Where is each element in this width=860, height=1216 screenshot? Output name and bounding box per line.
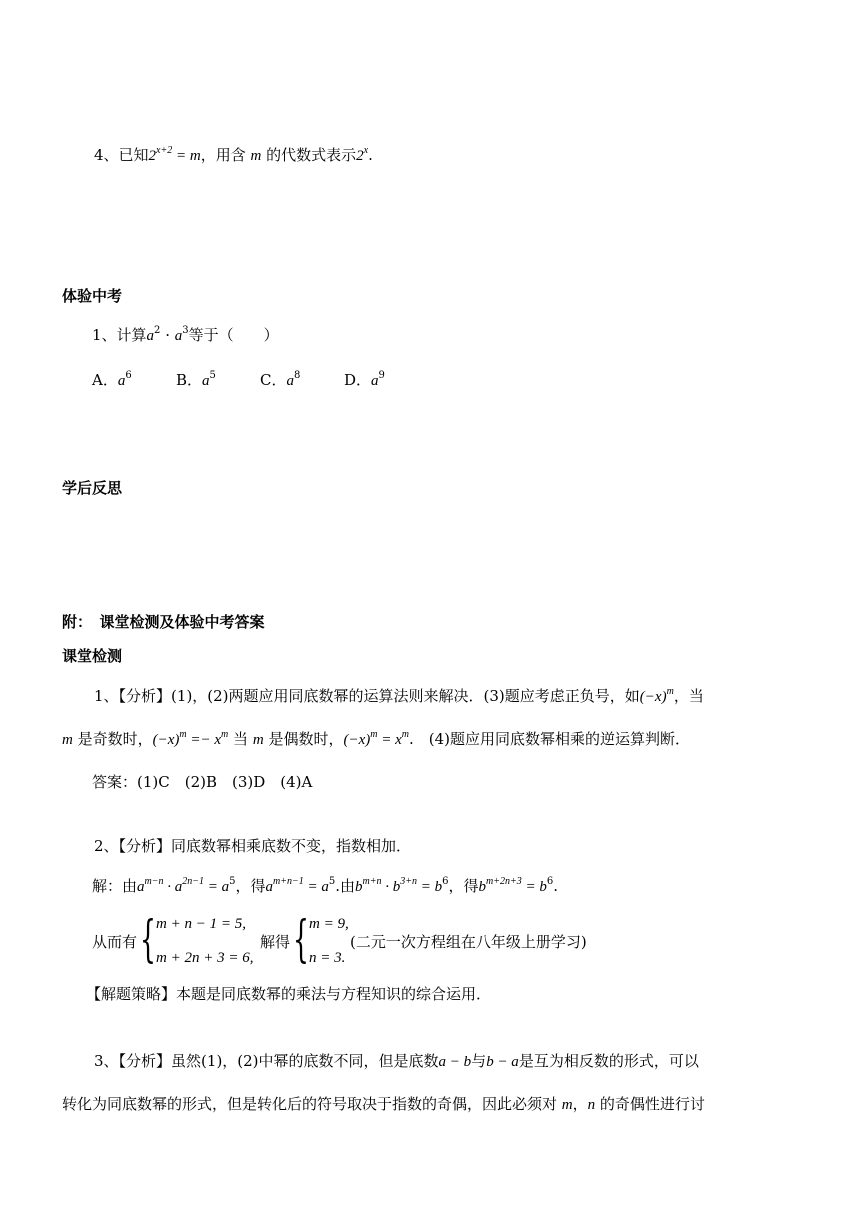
section-heading-exam: 体验中考: [62, 287, 123, 305]
appendix-heading: 附： 课堂检测及体验中考答案: [62, 613, 265, 631]
answer-2-line-1: 2、【分析】同底数幂相乘底数不变，指数相加．: [94, 837, 412, 855]
appendix-subheading: 课堂检测: [62, 647, 123, 665]
system-2-row-2: n = 3.: [309, 950, 346, 966]
option-d: D．$a^9$: [344, 370, 385, 389]
section-heading-reflect: 学后反思: [62, 479, 123, 497]
answer-1-answers: 答案：(1)C (2)B (3)D (4)A: [92, 773, 313, 791]
option-c: C．$a^8$: [260, 370, 301, 389]
system-1-row-1: m + n − 1 = 5,: [156, 916, 246, 932]
option-a: A．$a^6$: [92, 370, 132, 389]
question-4: 4、已知$2^{x+2} = m$，用含 m 的代数式表示2$^x$.: [94, 145, 373, 164]
system-note: (二元一次方程组在八年级上册学习): [350, 933, 587, 951]
system-solve-label: 解得: [260, 933, 291, 951]
system-brace-2: {: [293, 910, 309, 968]
answer-1-line-2: m 是奇数时，$(-x)^m =- x^m$ 当 m 是偶数时，$(-x)^m = x^m$. (4)题应用同底数幂相乘的逆运算判断．: [62, 729, 691, 748]
system-1-row-2: m + 2n + 3 = 6,: [156, 950, 254, 966]
system-2-row-1: m = 9,: [309, 916, 349, 932]
exam-options: [92, 370, 385, 391]
exam-question-1: 1、计算$a^2 \cdot a^3$等于（ ）: [92, 325, 279, 344]
answer-3-line-2: 转化为同底数幂的形式，但是转化后的符号取决于指数的奇偶，因此必须对 m，n 的奇偶性进行讨: [62, 1095, 705, 1113]
system-brace-1: {: [140, 910, 156, 968]
answer-2-line-2: 解：由$a^{m-n} \cdot a^{2n-1} = a^5$，得$a^{m+n-1} = a^5$.由$b^{m+n} \cdot b^{3+n} = b^6$，得$b^{m+2n+3} = b^6$.: [92, 876, 559, 895]
answer-1-line-1: 1、【分析】(1)，(2)两题应用同底数幂的运算法则来解决．(3)题应考虑正负号，如$(-x)^m$，当: [94, 686, 704, 705]
answer-2-strategy: 【解题策略】本题是同底数幂的乘法与方程知识的综合运用．: [86, 985, 492, 1003]
option-b: B．$a^5$: [176, 370, 216, 389]
answer-3-line-1: 3、【分析】虽然(1)，(2)中幂的底数不同，但是底数a − b与b − a是互为相反数的形式，可以: [94, 1052, 699, 1070]
system-prefix: 从而有: [92, 933, 138, 951]
